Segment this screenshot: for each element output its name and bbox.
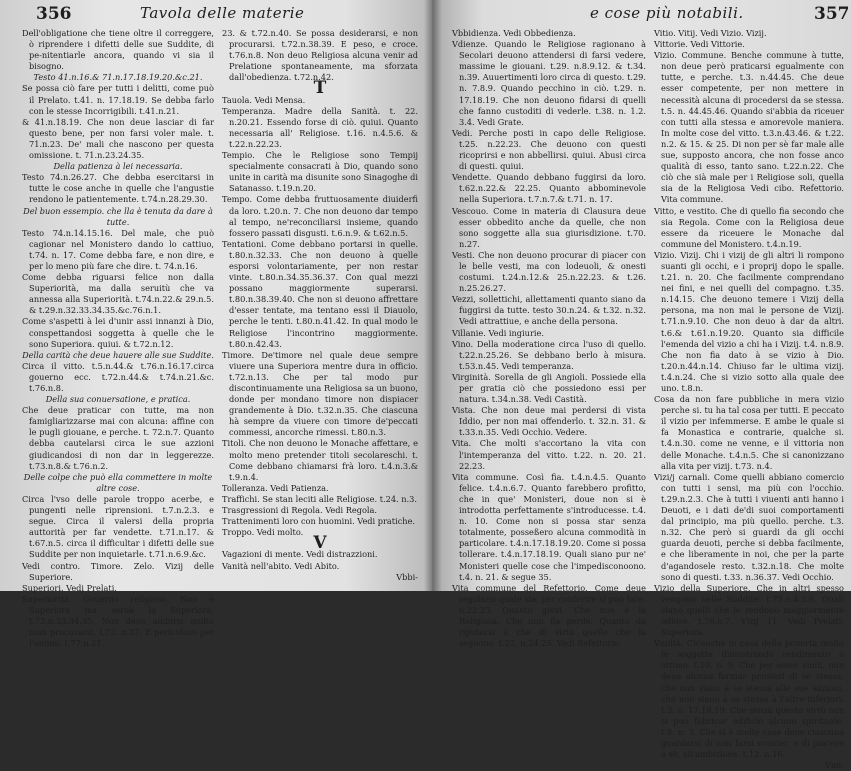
index-entry: Testo 74.n.14.15.16. Del male, che può cagionar nel Monistero dando lo cattiuo, t.74. n. 17. Come debba fare, e non dire, e per lo meno più fare che dire. t. 74.n.16. [22,227,214,271]
index-entry: Circa l'vso delle parole troppo acerbe, e pungenti nelle riprensioni. t.7.n.2.3. e segue. Circa il valersi della propria auttorità per far vendette. t.71.n.17. & t.67.n.5. circa il difficultar i difetti delle sue Suddite per non inquietarle. t.71.n.6.9.&c. [22,493,214,560]
index-entry: Vdienze. Quando le Religiose ragionano à Secolari deuono attendersi di farsi vedere, massime le giouani. t.29. n.8.9.12. & t.34. n.39. Auuertimenti loro circa di questo. t.29. n. 7.8.9. Quando pecchino in ciò. t.29. n. 17.18.19. Che non deuono fidarsi di quelli che fanno custoditi di vederle. t.38. n. 1.2. 3.4. Vedi Grate. [452,39,646,127]
index-entry: Tempio. Che le Religiose sono Tempij specialmente consacrati à Dio, quando sono unite in carità ma disunite sono Sinagoghe di Satanasso. t.19.n.20. [222,150,418,194]
index-entry: Vagazioni di mente. Vedi distrazzioni. [222,549,378,560]
index-entry: Vendette. Quando debbano fuggirsi da loro. t.62.n.22.& 22.25. Quanto abbominevole nella Superiora. t.7.n.7.& t.71. n. 17. [452,172,646,205]
index-entry: Vitio. Vitij. Vedi Vizio. Vizij. [654,28,767,38]
index-entry: Come s'aspetti à lei d'unir assi innanzi à Dio, conspettandosi soggetta à quelle che le sono Superiora. quiui. & t.72.n.12. [22,316,214,349]
section-letter: V [313,533,327,554]
index-entry: Trasgressioni di Regola. Vedi Regola. [222,505,378,516]
index-entry: Timore. De'timore nel quale deue sempre viuere una Superiora mentre dura in officio. t.72.n.13. Che per tal modo pur discontinuamente una Religiosa sa un buono, donde per mondano timore non dispiacer grandemente à Dio. t.32.n.35. Che ciascuna hà sempre da viuere con timore de'peccati commessi, ancorche rimessi. t.80.n.3. [222,349,418,438]
index-column [452,28,646,649]
index-entry: Virginità. Sorella de gli Angioli. Possiede ella per gratia ciò che possiedono essi per natura. t.34.n.38. Vedi Castità. [452,371,646,405]
index-entry: Vesti. Che non deuono procurar di piacer con le belle vesti, ma con lodeuoli, & onesti costumi. t.24.n.12.& 25.n.22.23. & t.26. n.25.26.27. [452,249,646,294]
index-entry: Vizio. Vizij. Chi i vizij de gli altri li rompono suanti gli occhi, e i proprij dopo le spalle. t.21. n. 20. Che facilmente comprendano nei fini, e nei quelli del compagno. t.35. n.14.15. Che deuono temere i Vizij della persona, ma non mai le persone de Vizij. t.71.n.9.10. Che non deuo à dar da altri. t.6.& t.61.n.19.20. Quanto sia difficile l'emenda del vizio a chi ha i Vizij. t.4. n.8.9. Che non fia dato à se vizio à Dio. t.20.n.44.n.14. Chiuso far le ultima vizij. t.4.n.24. Che si vizio sotto alla quale dee uno. t.8.n. [654,249,844,393]
book-gutter [424,0,442,591]
index-entry: Se possa ciò fare per tutti i delitti, come può il Prelato. t.41. n. 17.18.19. Se debba farlo con le stesse Incorrigibili. t.41.n.21. [22,83,214,116]
subheading: Della sua conuersatione, e pratica. [45,394,191,405]
index-entry: Vittorie. Vedi Vittorie. [654,39,745,50]
index-entry: Vizio della Superiore. Che in altri spesso vengono nelle Suddite. t.75.n.4.5.6. Quali siano quelli che le rendono maggiormente odiose. t.76.n.7. Vizij 11. Vedi Prelati. Superiora. [654,582,844,638]
index-entry: Circa il vitto. t.5.n.44.& t.76.n.16.17.circa gouerno ecc. t.72.n.44.& t.74.n.21.&c. t.76.n.8. [22,360,214,393]
running-head: e cose più notabili. [590,4,744,22]
subheading: Del buon essempio. che lla è tenuta da dare à tutte. [23,205,213,227]
page-number: 357 [814,4,850,24]
index-entry: Superiorità. Gouerno religioso. Non è Superiora ma serua la Superiora. t.72.n.33.34.35. Non deue ambirsi molto men procurarsi. t.72. n.37. E pericoloso per l'anima. t.77.n.21. [22,593,214,649]
left-page [0,0,432,649]
subheading: Testo 41.n.16.& 71.n.17.18.19.20.&c.21. [33,72,203,83]
section-letter: T [313,78,327,99]
subheading: Della patienza à lei necessaria. [53,161,183,172]
subheading: Della carità che deue hauere alle sue Suddite. [22,349,214,360]
index-entry: Temperanza. Madre della Sanità. t. 22. n.20.21. Essendo forse di ciò. quiui. Quanto necessaria all' Religiose. t.16. n.4.5.6. & t.22.n.22.23. [222,105,418,149]
subheading: Delle colpe che può ella commettere in molte altre cose. [23,471,213,493]
index-entry: Vita commune. Così fia. t.4.n.4.5. Quanto felice. t.4.n.6.7. Quanto farebbero profitto, che in que' Monisteri, doue non si è introdotta perfettamente s'introducesse. t.4. n. 10. Come non si possa star senza totalmente, posseßero alcuna commodità in particolare. t.4.n.17.18.19.20. Come si possa tollerare. t.4.n.17.18.19. Quali siano pur ne' Monisteri quelle cose che l'impedisconoono. t.4. n. 21. & segue 35. [452,471,646,582]
index-entry: Vanità nell'abito. Vedi Abito. [222,560,340,571]
index-entry: Villanie. Vedi ingiurie. [452,327,544,338]
index-entry: Che deue praticar con tutte, ma non famigliarizzarse mai con alcuna: affine con le pugli giouane, e perche. t. 72.n.7. Quanto debba cautelarsi circa le sue azzioni giudicandosi di non dar in leggerezze. t.73.n.8.& t.76.n.2. [22,405,214,471]
index-entry: Trattenimenti loro con huomini. Vedi pratiche. [222,516,416,527]
index-entry: Tentationi. Come debbano portarsi in quelle. t.80.n.32.33. Che non deuono à quelle esporsi volontariamente, per non restar vinte. t.80.n.34.35.36.37. Con qual mezzi possano maggiormente superarsi. t.80.n.38.39.40. Che non si deuono affrettare d'esser tentate, ma tentano essi il Diauolo, perche le tenti. t.80.n.41.42. In qual modo le Religiose l'incontrino maggiormente. t.80.n.42.43. [222,238,418,349]
index-entry: 23. & t.72.n.40. Se possa desiderarsi, e non procurarsi. t.72.n.38.39. E peso, e croce. t.76.n.8. Non deuo Religiosa alcuna venir ad Prelatione spontaneamente, ma sforzata dall'obedienza. t.72.n.42. [222,28,418,83]
right-page [432,0,851,771]
index-entry: Vita. Che molti s'accortano la vita con l'intemperanza del vitto. t.22. n. 20. 21. 22.23. [452,438,646,471]
catchword: Vbbi- [396,571,418,582]
index-entry: Vescouo. Come in materia di Clausura deue esser obbedito anche da quelle, che non sono soggette alla sua giurisdizione. t.70. n.27. [452,205,646,249]
running-head: Tavola delle materie [140,4,305,22]
page-number: 356 [36,4,72,24]
index-entry: Vizi/j carnali. Come quelli abbiano comercio con tutti i sensi, ma più con l'occhio. t.29.n.2.3. Che à tutti i viuenti anti hanno i Deuoti, e i dati de'di suoi comportamenti dal principio, ma più quello. perche. t.3. n.32. Che però si guardi da gli occhi guarda deuoti, perche si debba facilmente, e che liberamente in noi, che per la parte d'agandosele resto. t.32.n.18. Che molte sono di questi. t.33. n.36.37. Vedi Occhio. [654,471,844,582]
index-entry: & 41.n.18.19. Che non deue lasciar di far questo bene, per non farsi voler male. t. 71.n.23. De' mali che nascono per questa omissione. t. 71.n.23.24.35. [22,116,214,161]
index-entry: Vista. Che non deue mai perdersi di vista Iddio, per non mai offenderlo. t. 32.n. 31. & t.33.n.35. Vedi Occhio. Vedere. [452,405,646,438]
index-entry: Come debba riguarsi felice non dalla Superiorità, ma dalla seruitù che va annessa alla Superiorità. t.74.n.22.& 29.n.5. & t.29.n.32.33.34.35.&c.76.n.1. [22,272,214,316]
index-entry: Tolleranza. Vedi Patienza. [222,482,329,493]
index-entry: Testo 74.n.26.27. Che debba esercitarsi in tutte le cose anche in quelle che l'angustie rendono le patientemente. t.74.n.28.29.30. [22,172,214,205]
index-entry: Vmiltà. Ch'anche in casa della pouertà molto le soggette dimostrando rendimento o ottimo. t.10. n. 9. Che per esser vmili, non deue alcuna formar pensieri di se stessa, che non siano à se stessa alle sue azzioni, che non siano à se stessa à l'altre inferiori. t.3. n. 17.18.19. Che senza questa virtù non si può fabricar edificio alcuno spirituale. t.8. n. 3. Che sì è molte cose deue ciascuna guardarsi di non farsi scuoter, e di piacere à sè, all'ambizione. t.12. n.16. [654,638,844,760]
index-entry: Cosa da non fare pubbliche in mera vizio perche si. tu ha tal cosa per tutti. E peccato il vizio per infemmerse. E ambe le quale si fa Monastica e contrarie, qualche si. t.4.n.30. come ne venne, e il vittoria non delle Monache. t.4.n.5. Che si canonizzano alla vita per vizij. t.73. n.4. [654,394,844,471]
index-entry: Vino. Della moderatione circa l'uso di quello. t.22.n.25.26. Se debbano berlo à misura. t.53.n.45. Vedi temperanza. [452,338,646,371]
index-entry: Vita commune del Refettorio. Come deue regolarsi quale sia, per conferire si può fare. n.22.23. Quanto giovi. Che non è la Religiosa. Che non fia perde. Quanto da riputarsi il che di virtù quelle che la seguono. t.22. n.24.25. Vedi Refettorio. [452,582,646,649]
index-column [222,28,418,588]
index-entry: Troppo. Vedi molto. [222,527,304,538]
index-entry: Tauola. Vedi Mensa. [222,94,306,105]
index-entry: Vitto, e vestito. Che di quello fia secondo che sia Regola. Come con la Religiosa deue essere da riceuere le Monache dal commune del Monistero. t.4.n.19. [654,205,844,249]
index-entry: Tempo. Come debba fruttuosamente diuiderfi da loro. t.20.n. 7. Che non deuono dar tempo al tempo, ne'reconciliarsi insieme, quando fossero passati disgusti. t.6.n.9. & t.62.n.5. [222,194,418,238]
index-entry: Vizio. Commune. Benche commune à tutte, non deue però praticarsi egualmente con tutte, e perche. t.3. n.44.45. Che deue esser competente, per non mettere in necessità alcuna di procedersi da se stessa. t.5. n. 44.45.46. Quando si'abbia da riceuer con tutti alla stessa e amorevole maniera. In molte cose del vitto. t.3.n.43.46. & t.22. n.2. & 15. & 25. Di non per sè far male alle sue, supposto ancora, che non fosse anco qualità di esso, tanto sano. t.22.n.22. Che ciò che sià male per i Religiose soli, quella sia de la Religiosa Vedi cibo. Refettorio. Vita commune. [654,50,844,205]
index-column [654,28,844,771]
index-entry: Vedi. Perche posti in capo delle Religiose. t.25. n.22.23. Che deuono con questi ricoprirsi e non abbellirsi. quiui. Abusi circa di questi. quiui. [452,127,646,172]
index-entry: Dell'obligatione che tiene oltre il correggere, ò riprendere i difetti delle sue Suddite, di pe-nitentiarle ancora, quando vi sia il bisogno. [22,28,214,72]
index-entry: Vbbidienza. Vedi Obbedienza. [452,28,576,38]
index-column [22,28,214,649]
index-entry: Vezzi, sollettichi, allettamenti quanto siano da fuggirsi da tutte. testo 30.n.24. & t.32. n.32. Vedi attrattiue, e anche della persona. [452,294,646,327]
index-entry: Superiori. Vedi Prelati. [22,582,117,593]
catchword: Vmi- [824,760,844,771]
index-entry: Titoli. Che non deuono le Monache affettare, e molto meno pretender titoli secolareschi. t. Come debbano chiamarsi frà loro. t.4.n.3.& t.9.n.4. [222,438,418,482]
index-entry: Vedi contro. Timore. Zelo. Vizij delle Superiore. [22,560,214,582]
index-entry: Traffichi. Se stan leciti alle Religiose. t.24. n.3. [222,493,417,504]
